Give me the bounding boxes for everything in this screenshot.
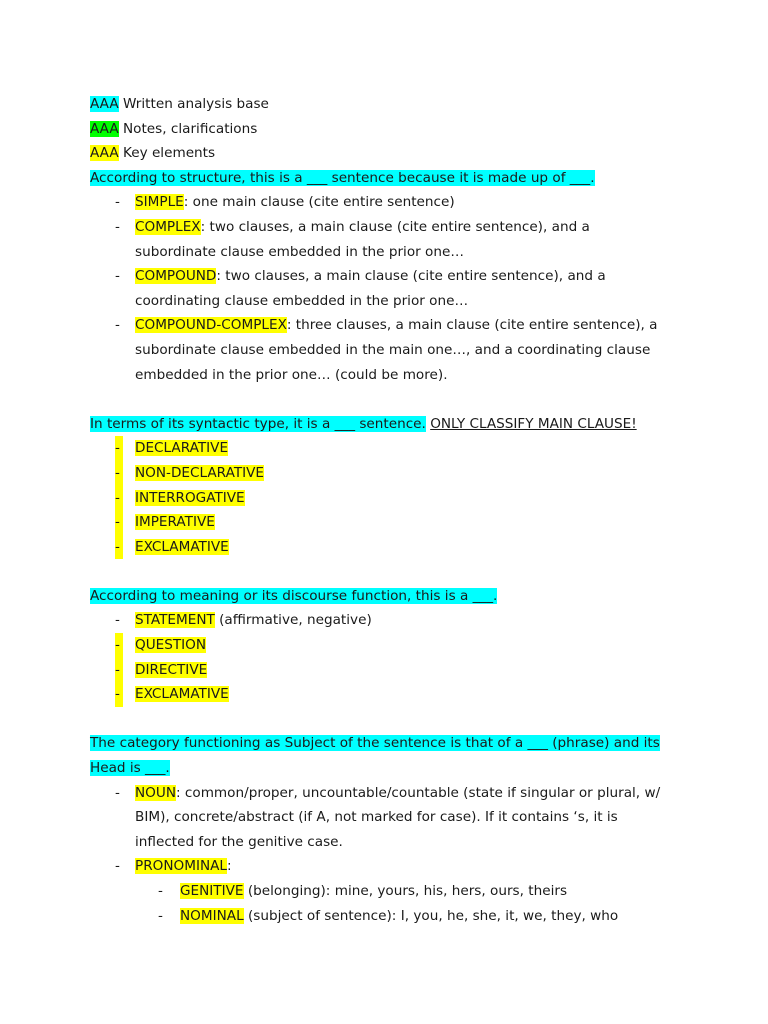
legend-tag-yellow: AAA xyxy=(90,145,119,162)
subject-subitem-nominal: - NOMINAL (subject of sentence): I, you, he, she, it, we, they, who xyxy=(158,907,619,924)
legend-tag-green: AAA xyxy=(90,120,119,137)
syntactic-item-declarative: - DECLARATIVE xyxy=(90,436,690,461)
structure-item-simple: - SIMPLE: one main clause (cite entire sentence) xyxy=(115,194,455,211)
structure-heading: According to structure, this is a ___ sentence because it is made up of ___. xyxy=(90,169,595,186)
spacer xyxy=(90,559,690,584)
discourse-heading: According to meaning or its discourse function, this is a ___. xyxy=(90,587,498,604)
subject-item-noun: - NOUN: common/proper, uncountable/countable (state if singular or plural, w/ xyxy=(115,784,661,801)
discourse-item-statement: - STATEMENT (affirmative, negative) xyxy=(115,612,372,629)
syntactic-item-interrogative: - INTERROGATIVE xyxy=(90,486,690,511)
subject-heading-cont: Head is ___. xyxy=(90,760,170,777)
structure-item-compound-complex-cont1: subordinate clause embedded in the main one…, and a coordinating clause xyxy=(135,341,651,358)
legend-key-elements: AAA Key elements xyxy=(90,145,216,162)
syntactic-item-non-declarative: - NON-DECLARATIVE xyxy=(90,461,690,486)
subject-item-noun-cont1: BIM), concrete/abstract (if A, not marked for case). If it contains ‘s, it is xyxy=(135,809,618,826)
syntactic-note: ONLY CLASSIFY MAIN CLAUSE! xyxy=(430,415,637,432)
subject-subitem-genitive: - GENITIVE (belonging): mine, yours, his, hers, ours, theirs xyxy=(158,883,568,899)
subject-item-pronominal: - PRONOMINAL: xyxy=(115,858,232,875)
structure-item-complex: - COMPLEX: two clauses, a main clause (cite entire sentence), and a xyxy=(115,218,590,235)
spacer xyxy=(90,387,690,412)
structure-item-compound-complex: - COMPOUND-COMPLEX: three clauses, a main clause (cite entire sentence), a xyxy=(115,317,658,334)
structure-item-compound-cont: coordinating clause embedded in the prior one… xyxy=(135,292,469,309)
discourse-item-exclamative: - EXCLAMATIVE xyxy=(90,682,690,707)
discourse-item-question: - QUESTION xyxy=(90,633,690,658)
syntactic-item-exclamative: - EXCLAMATIVE xyxy=(90,535,690,560)
structure-item-complex-cont: subordinate clause embedded in the prior one… xyxy=(135,243,464,260)
subject-item-noun-cont2: inflected for the genitive case. xyxy=(135,833,343,850)
discourse-item-directive: - DIRECTIVE xyxy=(90,658,690,683)
syntactic-heading: In terms of its syntactic type, it is a ___ sentence. ONLY CLASSIFY MAIN CLAUSE! xyxy=(90,415,637,432)
subject-heading: The category functioning as Subject of the sentence is that of a ___ (phrase) and its xyxy=(90,735,660,752)
legend-written-analysis: AAA Written analysis base xyxy=(90,96,269,112)
structure-item-compound: - COMPOUND: two clauses, a main clause (cite entire sentence), and a xyxy=(115,268,606,285)
syntactic-item-imperative: - IMPERATIVE xyxy=(90,510,690,535)
structure-item-compound-complex-cont2: embedded in the prior one… (could be more). xyxy=(135,366,448,383)
spacer xyxy=(90,707,690,732)
legend-tag-cyan: AAA xyxy=(90,96,119,112)
legend-notes: AAA Notes, clarifications xyxy=(90,120,258,137)
document-body xyxy=(90,92,690,928)
